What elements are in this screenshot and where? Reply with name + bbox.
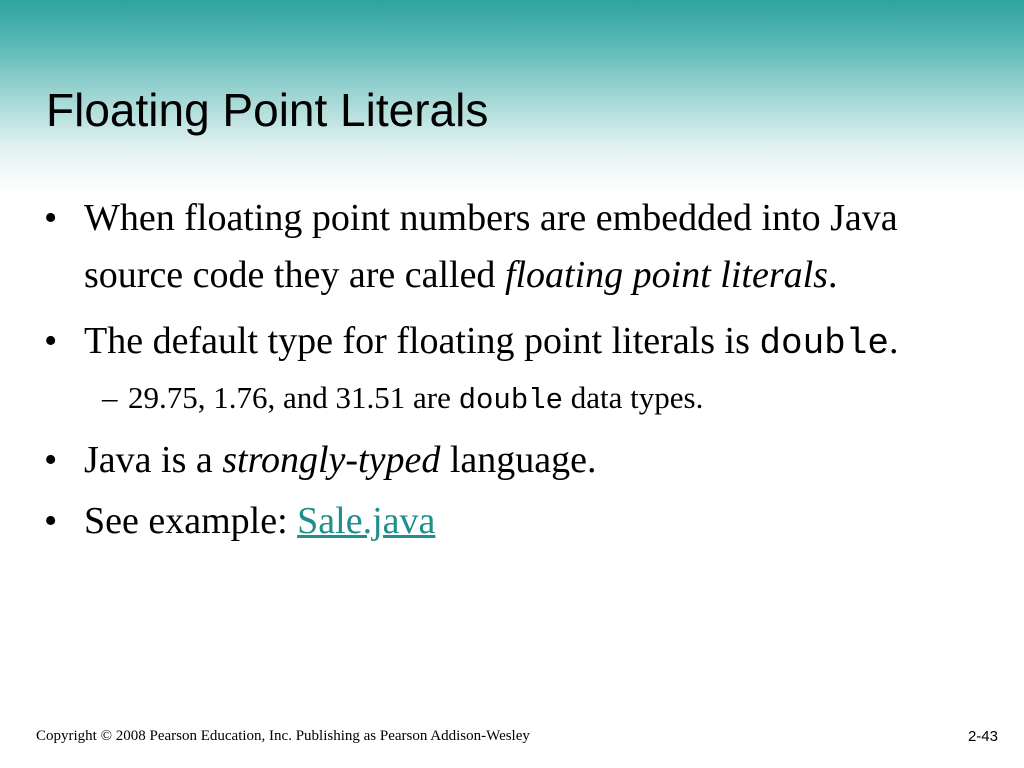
slide-title: Floating Point Literals bbox=[46, 84, 489, 136]
bullet-italic-term: strongly-typed bbox=[222, 439, 441, 481]
sale-java-link[interactable]: Sale.java bbox=[297, 500, 436, 542]
bullet-text: Java is a bbox=[84, 439, 223, 481]
bullet-marker: • bbox=[44, 439, 58, 481]
bullet-item-floating-point-literals bbox=[44, 190, 934, 304]
bullet-item-strongly-typed bbox=[44, 432, 934, 489]
code-double: double bbox=[458, 384, 564, 417]
sub-bullet-text: 29.75, 1.76, and 31.51 are bbox=[128, 380, 459, 415]
bullet-marker: • bbox=[44, 197, 58, 239]
bullet-marker: • bbox=[44, 500, 58, 542]
bullet-marker: • bbox=[44, 320, 58, 362]
sub-bullet-text-end: data types. bbox=[563, 380, 704, 415]
bullet-text: See example: bbox=[84, 500, 298, 542]
copyright-footer: Copyright © 2008 Pearson Education, Inc. Publishing as Pearson Addison-Wesley bbox=[36, 728, 530, 744]
bullet-italic-term: floating point literals bbox=[504, 254, 828, 296]
sub-bullet-item-double-examples bbox=[102, 376, 928, 423]
sub-bullet-dash: – bbox=[102, 380, 118, 415]
bullet-item-see-example bbox=[44, 493, 934, 550]
bullet-item-default-type bbox=[44, 313, 934, 372]
bullet-text: When floating point numbers are embedded into Java source code they are called bbox=[84, 197, 898, 296]
bullet-text-end: language. bbox=[440, 439, 597, 481]
page-number: 2-43 bbox=[967, 728, 998, 745]
slide-body bbox=[0, 190, 1024, 550]
code-double: double bbox=[759, 323, 889, 364]
bullet-text-end: . bbox=[889, 320, 899, 362]
bullet-text-end: . bbox=[827, 254, 838, 296]
bullet-text: The default type for floating point literals is bbox=[84, 320, 760, 362]
